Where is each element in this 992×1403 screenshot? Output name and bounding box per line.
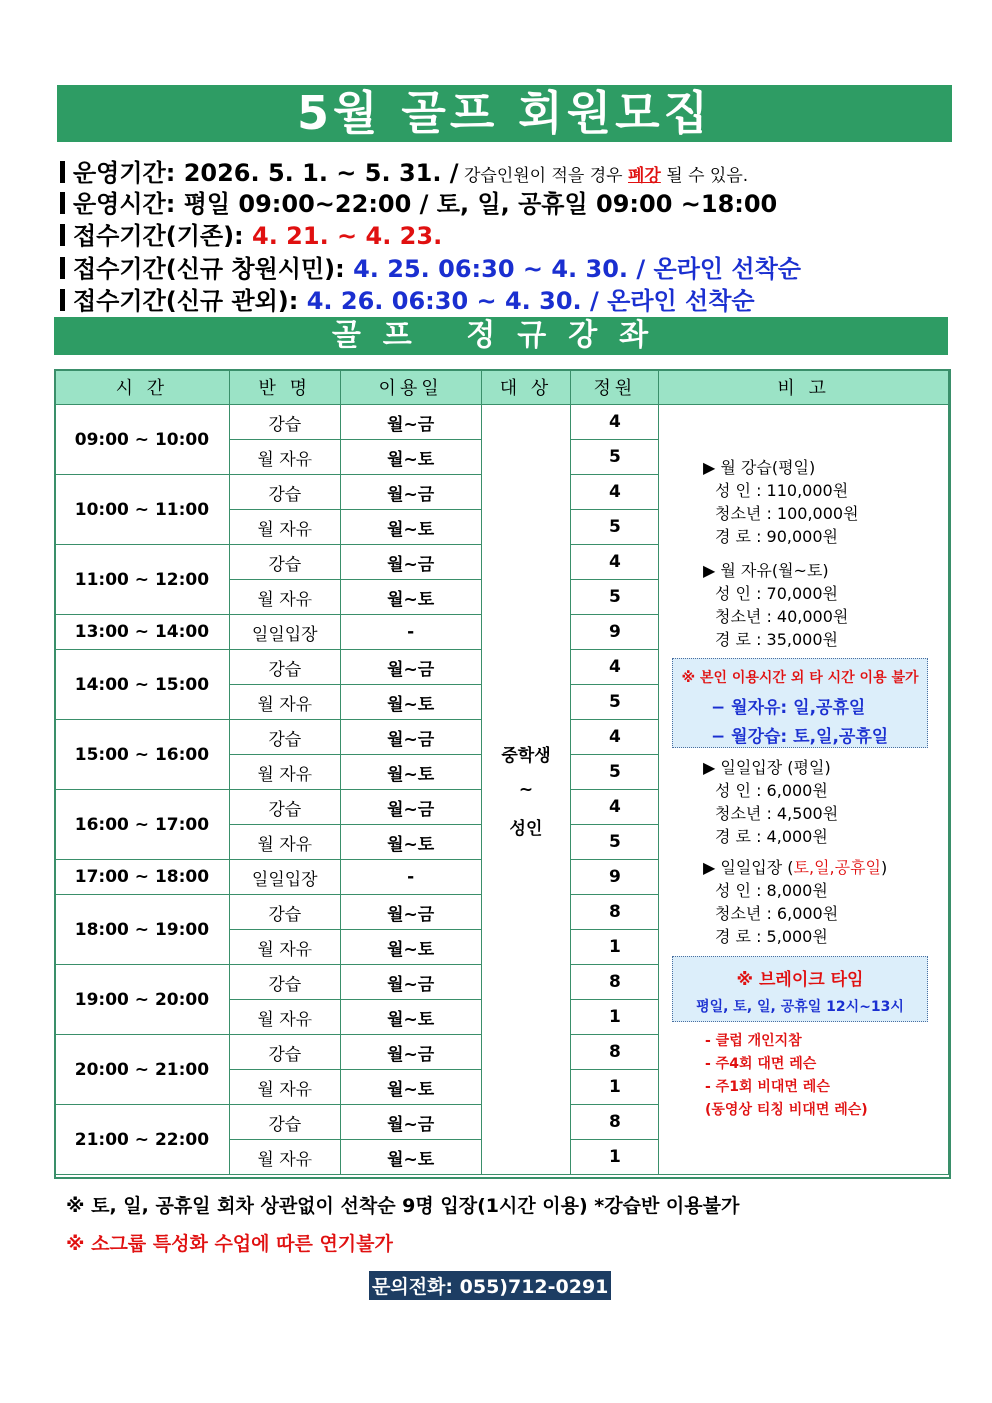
days-cell: 월~토 [340,930,481,965]
daily-weekday-youth: 청소년 : 4,500원 [715,804,839,823]
capacity-cell: 4 [571,790,659,825]
target-text-1: 중학생 [501,745,551,766]
days-cell: 월~금 [340,790,481,825]
capacity-cell: 5 [571,510,659,545]
lesson-note-1: - 클럽 개인지참 [705,1033,802,1049]
monthly-lesson-head: ▶ 월 강습(평일) [703,458,816,477]
table-row [55,405,949,440]
daily-weekend-head-end: ) [881,858,888,877]
capacity-cell: 5 [571,755,659,790]
capacity-cell: 1 [571,1140,659,1175]
monthly-lesson-senior: 경 로 : 90,000원 [715,527,839,546]
contact-phone: 문의전화: 055)712-0291 [369,1271,611,1300]
class-name-cell: 일일입장 [229,860,340,895]
bullet-bar [60,289,65,311]
daily-weekend-youth: 청소년 : 6,000원 [715,904,839,923]
header-capacity: 정원 [571,370,659,405]
remark-monthly-lesson [703,456,859,548]
days-cell: 월~금 [340,650,481,685]
target-text-2: ~ [518,779,534,800]
days-cell: 월~토 [340,510,481,545]
daily-weekend-senior: 경 로 : 5,000원 [715,927,828,946]
existing-registration-value: 4. 21. ~ 4. 23. [252,222,443,250]
class-name-cell: 월 자유 [229,755,340,790]
footer-note-1: ※ 토, 일, 공휴일 회차 상관없이 선착순 9명 입장(1시간 이용) *강습반 이용불가 [66,1195,740,1217]
time-cell: 16:00 ~ 17:00 [55,790,230,860]
target-text-3: 성인 [509,818,543,839]
cancel-note-b: 될 수 있음. [660,166,749,186]
footer-note-2: ※ 소그룹 특성화 수업에 따른 연기불가 [66,1233,393,1255]
table-header-row [55,370,949,405]
capacity-cell: 1 [571,1070,659,1105]
days-cell: 월~토 [340,580,481,615]
days-cell: 월~금 [340,895,481,930]
restriction-head: ※ 본인 이용시간 외 타 시간 이용 불가 [681,670,919,686]
capacity-cell: 8 [571,1105,659,1140]
section-title: 골프 정규강좌 [54,317,948,355]
capacity-cell: 5 [571,580,659,615]
existing-registration-label: 접수기간(기존): [73,222,252,250]
monthly-free-youth: 청소년 : 40,000원 [715,607,849,626]
daily-weekend-head-red: 토,일,공휴일 [793,858,881,877]
bullet-bar [60,192,65,214]
class-name-cell: 강습 [229,790,340,825]
break-time-box [672,956,928,1022]
monthly-lesson-youth: 청소년 : 100,000원 [715,504,859,523]
monthly-free-senior: 경 로 : 35,000원 [715,630,839,649]
class-name-cell: 월 자유 [229,580,340,615]
bullet-bar [60,257,65,279]
capacity-cell: 5 [571,685,659,720]
restriction-line1: − 월자유: 일,공휴일 [711,698,866,718]
bullet-bar [60,224,65,246]
time-cell: 10:00 ~ 11:00 [55,475,230,545]
remark-daily-weekend [703,856,887,948]
new-outside-label: 접수기간(신규 관외): [73,287,307,315]
time-cell: 14:00 ~ 15:00 [55,650,230,720]
cancel-note-a: 강습인원이 적을 경우 [458,166,628,186]
new-citizen-label: 접수기간(신규 창원시민): [73,255,354,283]
class-name-cell: 월 자유 [229,930,340,965]
capacity-cell: 9 [571,615,659,650]
monthly-free-adult: 성 인 : 70,000원 [715,584,839,603]
remark-daily-weekday [703,756,838,848]
days-cell: 월~토 [340,1140,481,1175]
new-outside-value: 4. 26. 06:30 ~ 4. 30. / 온라인 선착순 [306,287,755,315]
class-name-cell: 강습 [229,545,340,580]
time-cell: 20:00 ~ 21:00 [55,1035,230,1105]
time-cell: 19:00 ~ 20:00 [55,965,230,1035]
days-cell: 월~토 [340,1000,481,1035]
capacity-cell: 4 [571,475,659,510]
remark-monthly-free [703,559,848,651]
time-cell: 17:00 ~ 18:00 [55,860,230,895]
operation-hours-text: 운영시간: 평일 09:00~22:00 / 토, 일, 공휴일 09:00 ~18:00 [73,190,778,218]
capacity-cell: 8 [571,965,659,1000]
daily-weekday-head: ▶ 일일입장 (평일) [703,758,831,777]
info-new-registration-outside [60,281,755,316]
class-name-cell: 강습 [229,965,340,1000]
monthly-free-head: ▶ 월 자유(월~토) [703,561,829,580]
info-existing-registration [60,216,442,251]
days-cell: 월~토 [340,1070,481,1105]
lesson-note-2: - 주4회 대면 레슨 [705,1056,817,1072]
time-cell: 15:00 ~ 16:00 [55,720,230,790]
header-days: 이용일 [340,370,481,405]
class-name-cell: 월 자유 [229,1140,340,1175]
class-name-cell: 강습 [229,1105,340,1140]
capacity-cell: 5 [571,440,659,475]
header-remarks: 비 고 [659,370,949,405]
days-cell: 월~토 [340,825,481,860]
restriction-line2: − 월강습: 토,일,공휴일 [711,727,889,747]
daily-weekday-senior: 경 로 : 4,000원 [715,827,828,846]
days-cell: 월~금 [340,965,481,1000]
days-cell: - [340,860,481,895]
daily-weekend-adult: 성 인 : 8,000원 [715,881,828,900]
class-name-cell: 강습 [229,650,340,685]
capacity-cell: 4 [571,545,659,580]
info-new-registration-citizen [60,249,801,284]
class-name-cell: 강습 [229,405,340,440]
days-cell: 월~금 [340,720,481,755]
class-name-cell: 일일입장 [229,615,340,650]
restriction-box [672,658,928,748]
capacity-cell: 8 [571,1035,659,1070]
days-cell: 월~금 [340,1035,481,1070]
operation-period-text: 운영기간: 2026. 5. 1. ~ 5. 31. / [73,159,459,187]
days-cell: 월~금 [340,545,481,580]
target-cell [481,405,571,1175]
header-class: 반 명 [229,370,340,405]
page-title: 5월 골프 회원모집 [57,85,952,142]
daily-weekday-adult: 성 인 : 6,000원 [715,781,828,800]
time-cell: 09:00 ~ 10:00 [55,405,230,475]
days-cell: - [340,615,481,650]
cancel-note-red: 폐강 [628,166,661,186]
class-name-cell: 강습 [229,475,340,510]
class-name-cell: 월 자유 [229,1000,340,1035]
daily-weekend-head-a: ▶ 일일입장 ( [703,858,794,877]
class-name-cell: 월 자유 [229,440,340,475]
info-operation-hours [60,184,777,219]
lesson-note-3: - 주1회 비대면 레슨 [705,1079,830,1095]
info-operation-period [60,153,748,188]
break-time-head: ※ 브레이크 타임 [736,970,864,990]
monthly-lesson-adult: 성 인 : 110,000원 [715,481,849,500]
class-name-cell: 월 자유 [229,685,340,720]
capacity-cell: 9 [571,860,659,895]
capacity-cell: 1 [571,1000,659,1035]
days-cell: 월~금 [340,1105,481,1140]
capacity-cell: 1 [571,930,659,965]
days-cell: 월~토 [340,685,481,720]
new-citizen-value: 4. 25. 06:30 ~ 4. 30. / 온라인 선착순 [353,255,801,283]
time-cell: 11:00 ~ 12:00 [55,545,230,615]
days-cell: 월~금 [340,475,481,510]
days-cell: 월~토 [340,755,481,790]
class-name-cell: 강습 [229,895,340,930]
capacity-cell: 4 [571,405,659,440]
days-cell: 월~금 [340,405,481,440]
days-cell: 월~토 [340,440,481,475]
lesson-notes [705,1030,868,1122]
capacity-cell: 8 [571,895,659,930]
capacity-cell: 4 [571,720,659,755]
time-cell: 13:00 ~ 14:00 [55,615,230,650]
class-name-cell: 강습 [229,1035,340,1070]
daily-weekend-head [703,856,887,879]
time-cell: 21:00 ~ 22:00 [55,1105,230,1175]
break-time-text: 평일, 토, 일, 공휴일 12시~13시 [696,999,904,1015]
bullet-bar [60,161,65,183]
capacity-cell: 4 [571,650,659,685]
class-name-cell: 월 자유 [229,825,340,860]
header-time: 시 간 [55,370,230,405]
header-target: 대 상 [481,370,571,405]
class-name-cell: 월 자유 [229,510,340,545]
time-cell: 18:00 ~ 19:00 [55,895,230,965]
class-name-cell: 월 자유 [229,1070,340,1105]
capacity-cell: 5 [571,825,659,860]
lesson-note-4: (동영상 티칭 비대면 레슨) [705,1102,868,1118]
class-name-cell: 강습 [229,720,340,755]
